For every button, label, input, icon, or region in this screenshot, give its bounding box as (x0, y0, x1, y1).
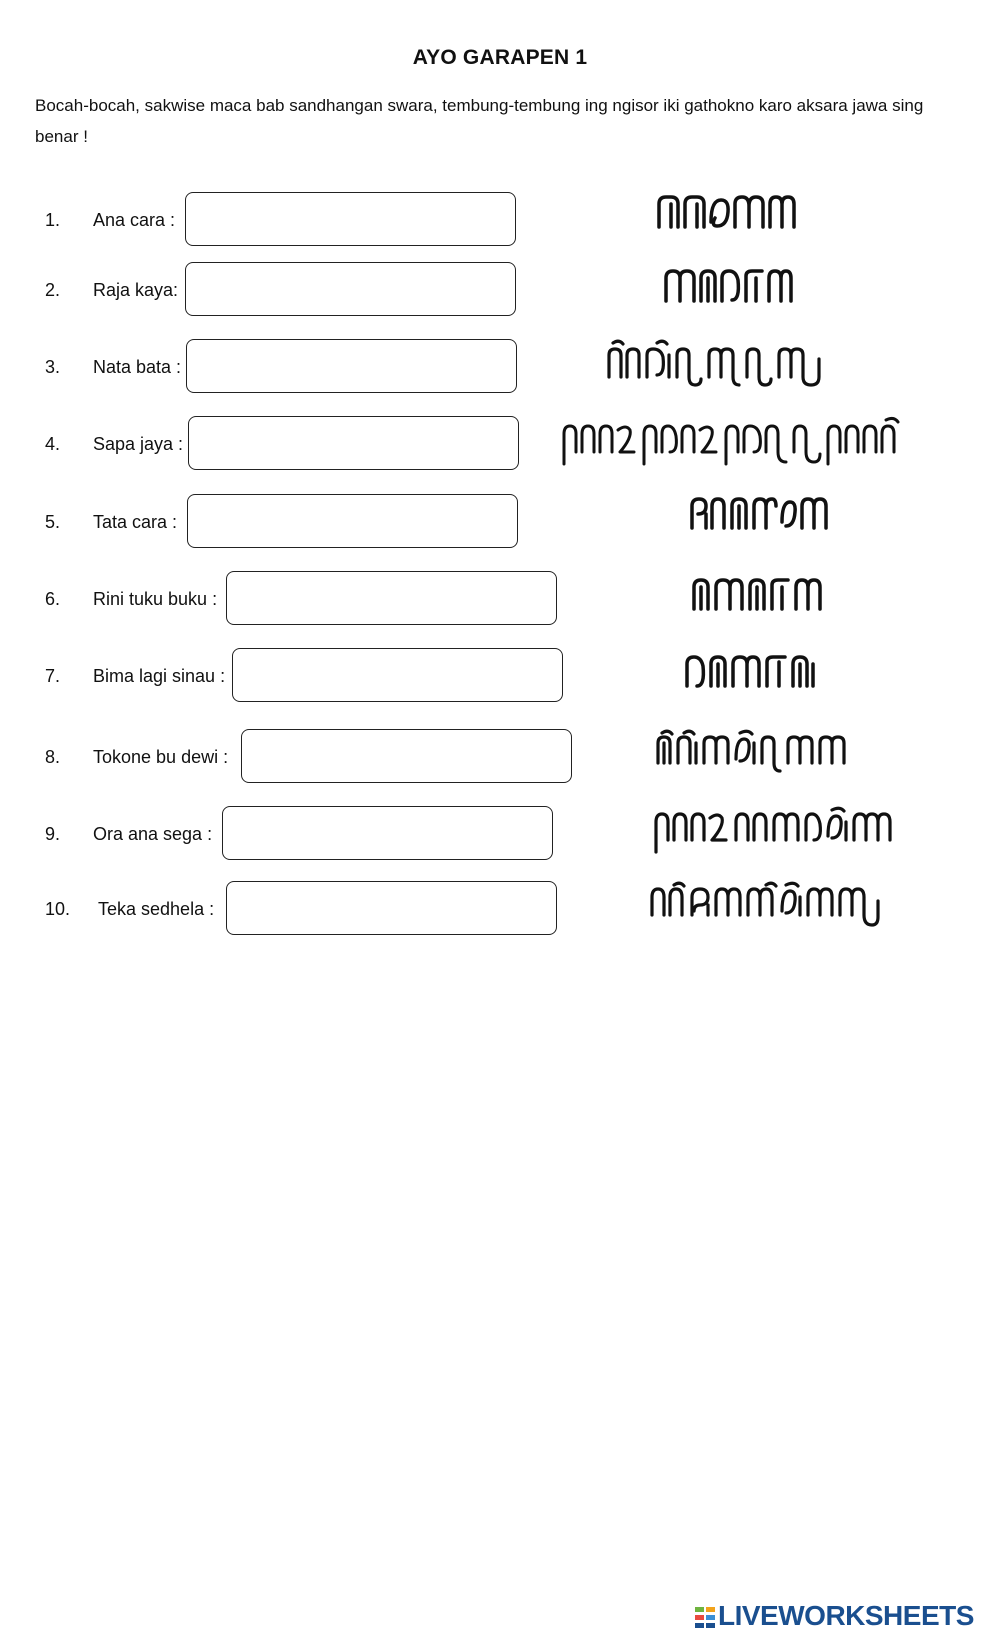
question-label: Rini tuku buku : (93, 589, 218, 609)
instruction-text: Bocah-bocah, sakwise maca bab sandhangan swara, tembung-tembung ing ngisor iki gathokno karo aksara jawa sing benar ! (35, 96, 924, 146)
question-number: 1. (45, 210, 61, 230)
question-row (0, 192, 1000, 252)
question-number: 2. (45, 280, 61, 300)
answer-input[interactable] (241, 729, 572, 783)
answer-input[interactable] (185, 262, 516, 316)
question-label: Sapa jaya : (93, 434, 184, 454)
javanese-script-image (648, 881, 903, 931)
question-label: Bima lagi sinau : (93, 666, 226, 686)
answer-input[interactable] (222, 806, 553, 860)
javanese-script-image (605, 339, 845, 389)
answer-input[interactable] (186, 339, 517, 393)
question-row (0, 881, 1000, 941)
question-number: 6. (45, 589, 61, 609)
javanese-script-image (690, 575, 830, 615)
question-number: 9. (45, 824, 61, 844)
javanese-script-image (560, 416, 910, 466)
answer-input[interactable] (226, 571, 557, 625)
javanese-script-image (688, 494, 828, 534)
question-row (0, 648, 1000, 708)
liveworksheets-logo (694, 1600, 994, 1634)
question-row (0, 806, 1000, 866)
answer-input[interactable] (226, 881, 557, 935)
question-row (0, 729, 1000, 789)
question-label: Ana cara : (93, 210, 176, 230)
question-label: Raja kaya: (93, 280, 179, 300)
question-number: 4. (45, 434, 61, 454)
answer-input[interactable] (188, 416, 519, 470)
question-number: 8. (45, 747, 61, 767)
question-row (0, 494, 1000, 554)
question-row (0, 339, 1000, 399)
javanese-script-image (654, 729, 859, 774)
javanese-script-image (652, 806, 902, 856)
question-row (0, 416, 1000, 476)
question-number: 5. (45, 512, 61, 532)
question-number: 3. (45, 357, 61, 377)
javanese-script-image (683, 652, 828, 692)
answer-input[interactable] (185, 192, 516, 246)
javanese-script-image (655, 192, 795, 232)
answer-input[interactable] (187, 494, 518, 548)
question-label: Ora ana sega : (93, 824, 213, 844)
question-row (0, 571, 1000, 631)
question-label: Teka sedhela : (98, 899, 215, 919)
javanese-script-image (662, 266, 792, 306)
liveworksheets-logo-icon (694, 1606, 716, 1630)
question-number: 7. (45, 666, 61, 686)
answer-input[interactable] (232, 648, 563, 702)
liveworksheets-logo-text: LIVEWORKSHEETS (718, 1600, 974, 1631)
question-row (0, 262, 1000, 322)
question-label: Nata bata : (93, 357, 182, 377)
worksheet-title: AYO GARAPEN 1 (412, 46, 588, 69)
question-label: Tata cara : (93, 512, 178, 532)
question-number: 10. (45, 899, 71, 919)
question-label: Tokone bu dewi : (93, 747, 229, 767)
